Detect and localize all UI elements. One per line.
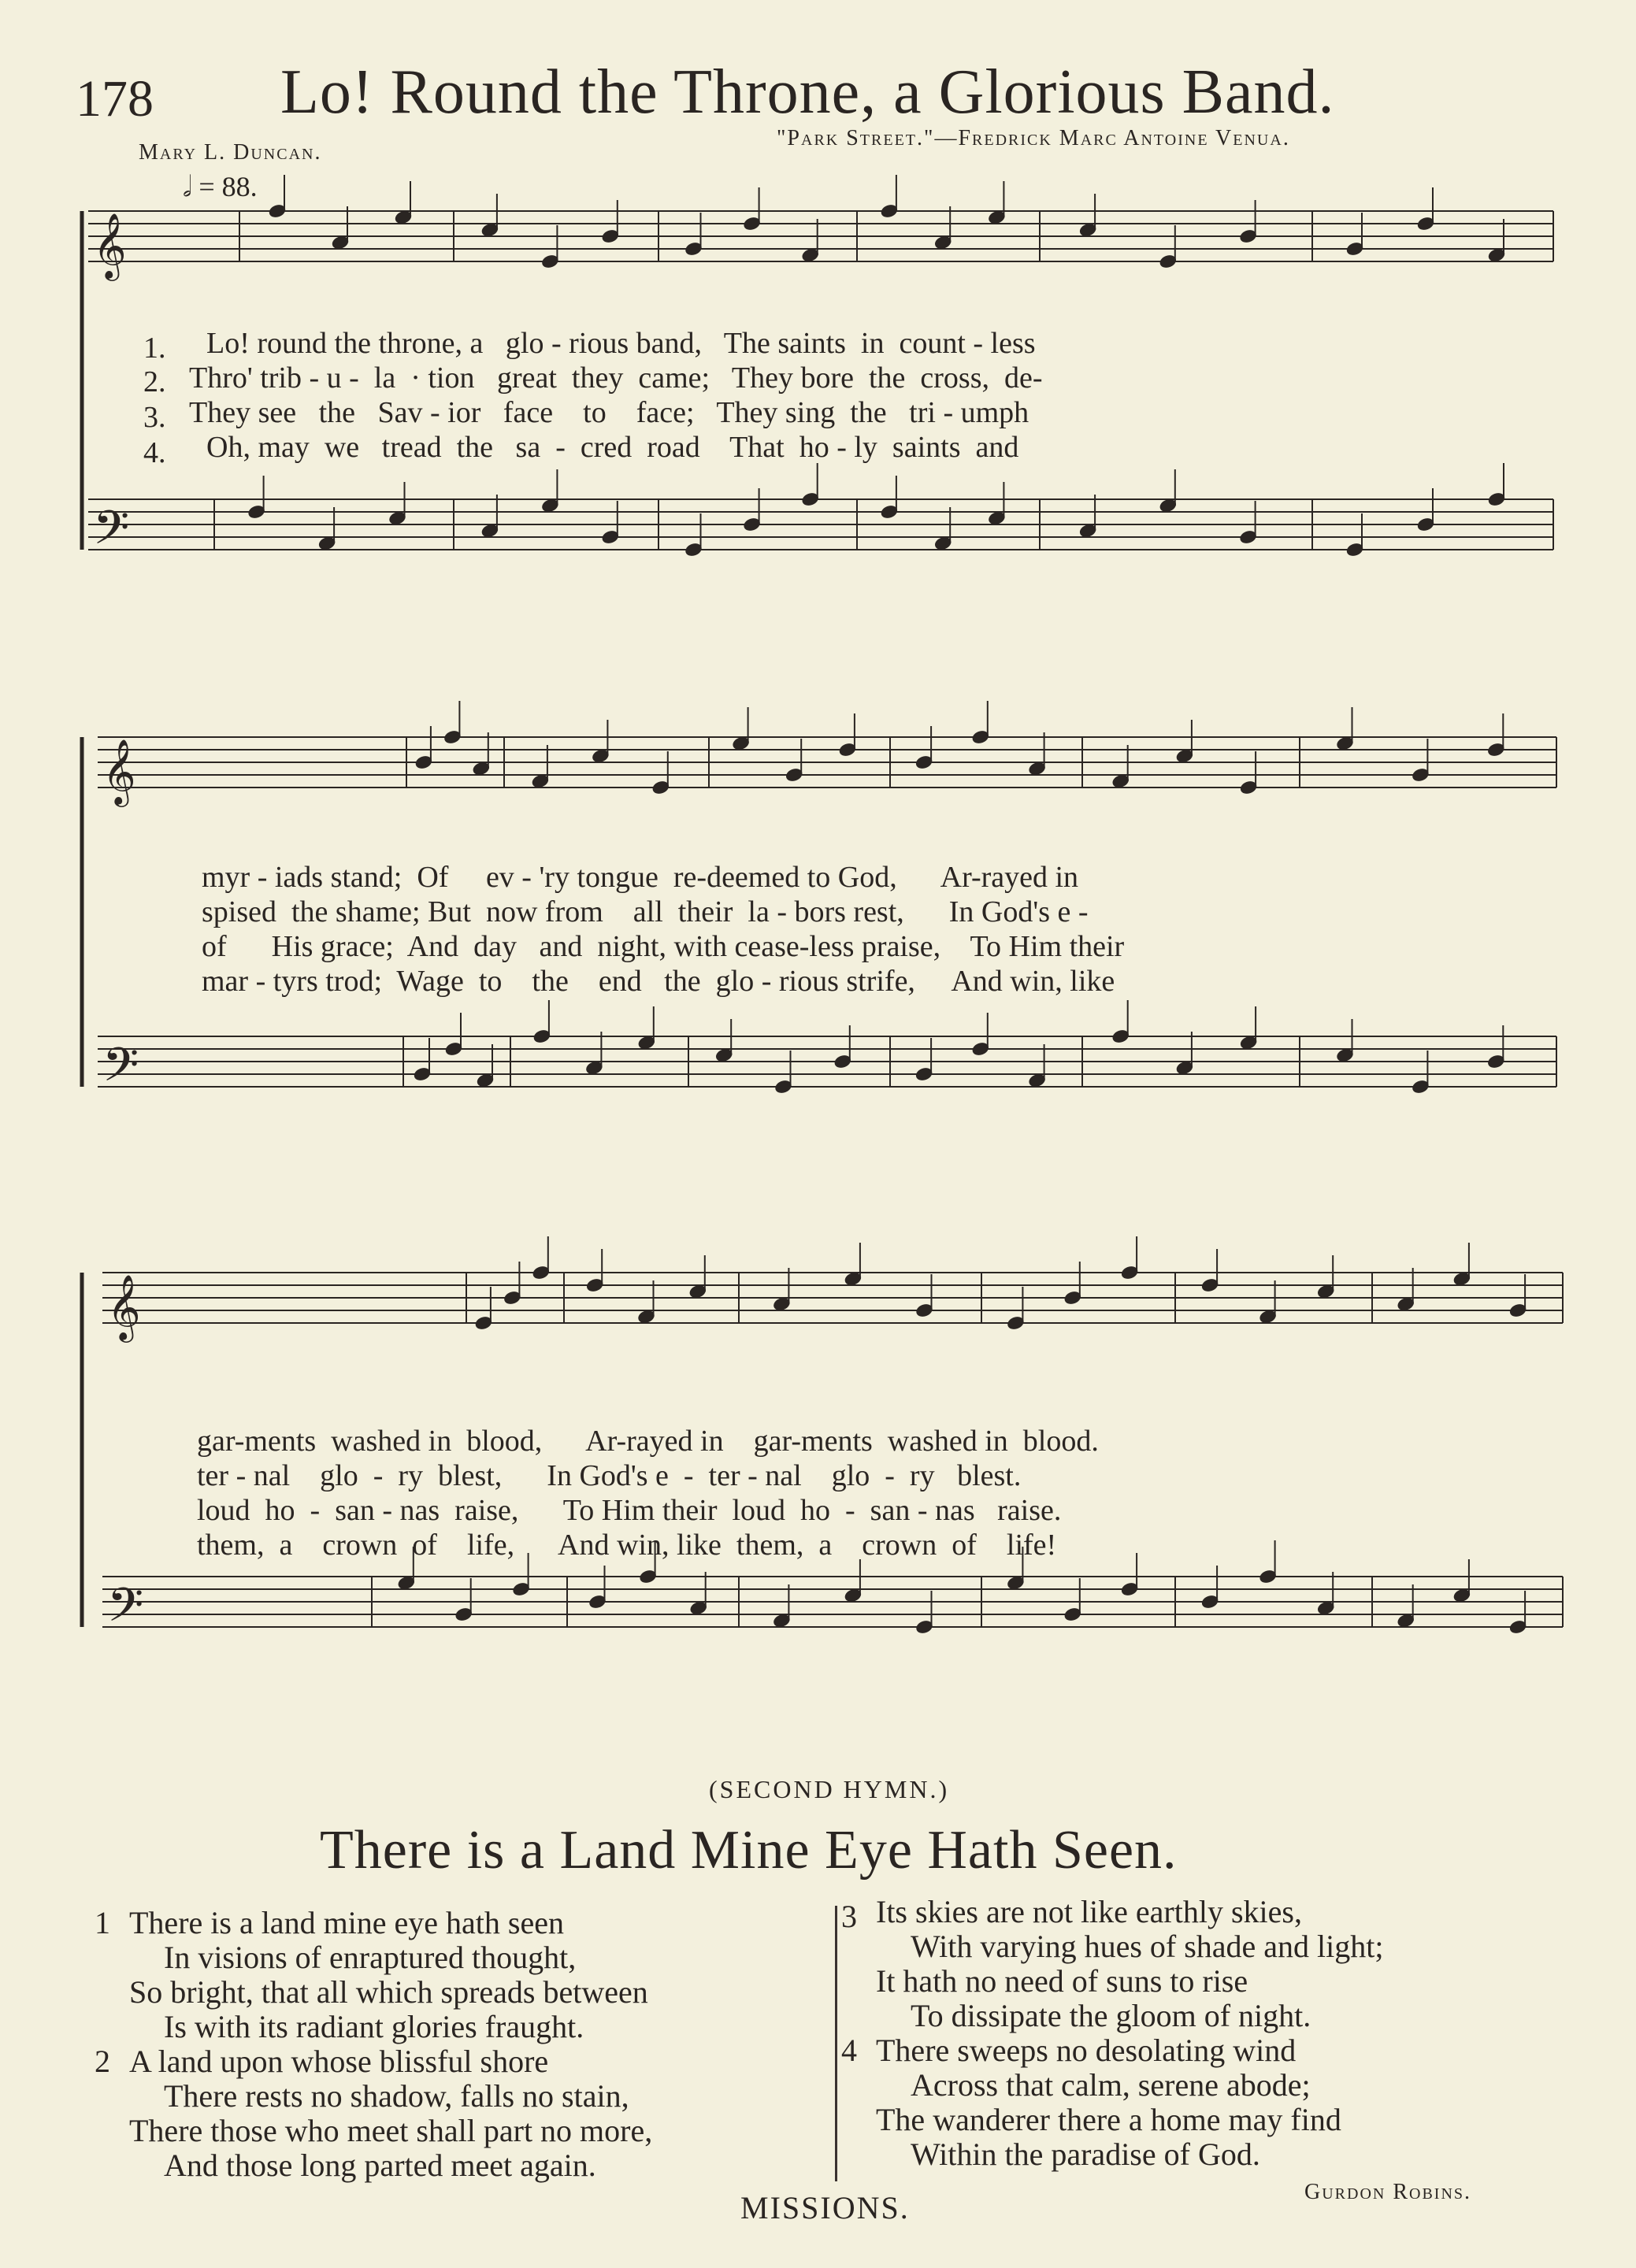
second-hymn-title: There is a Land Mine Eye Hath Seen. <box>320 1820 1178 1881</box>
verse-line: And those long parted meet again. <box>164 2148 596 2183</box>
verse-number: 3 <box>841 1899 857 1934</box>
verse-line: Its skies are not like earthly skies, <box>876 1894 1302 1929</box>
page-number: 178 <box>76 70 154 128</box>
half-note-icon: 𝅗𝅥 <box>183 171 192 202</box>
tempo-value: = 88. <box>198 171 258 202</box>
lyric-line: They see the Sav - ior face to face; They sing the tri - umph <box>189 396 1029 429</box>
verse-line: It hath no need of suns to rise <box>876 1963 1248 1999</box>
lyric-line: ter - nal glo - ry blest, In God's e - ter - nal glo - ry blest. <box>197 1459 1022 1492</box>
verse-number: 2. <box>143 365 166 398</box>
lyric-line: gar-ments washed in blood, Ar-rayed in gar-ments washed in blood. <box>197 1425 1099 1458</box>
verse-line: There rests no shadow, falls no stain, <box>164 2078 629 2114</box>
second-hymn-author: Gurdon Robins. <box>1304 2180 1472 2204</box>
verse-line: So bright, that all which spreads between <box>129 1974 648 2010</box>
lyric-line: mar - tyrs trod; Wage to the end the glo - rious strife, And win, like <box>202 965 1115 998</box>
hymn-author: Mary L. Duncan. <box>139 140 322 165</box>
lyric-line: spised the shame; But now from all their la - bors rest, In God's e - <box>202 895 1089 928</box>
hymn-title: Lo! Round the Throne, a Glorious Band. <box>280 57 1335 127</box>
lyric-line: of His grace; And day and night, with cease-less praise, To Him their <box>202 930 1125 963</box>
lyric-line: loud ho - san - nas raise, To Him their loud ho - san - nas raise. <box>197 1494 1062 1527</box>
missions-label: MISSIONS. <box>740 2190 910 2225</box>
lyric-line: Lo! round the throne, a glo - rious band, The saints in count - less <box>206 327 1036 360</box>
verse-line: There sweeps no desolating wind <box>876 2033 1297 2068</box>
verse-number: 4. <box>143 436 166 469</box>
lyric-line: them, a crown of life, And win, like them, a crown of life! <box>197 1529 1057 1562</box>
treble-clef-icon: 𝄞 <box>102 738 136 804</box>
tune-attribution: "Park Street."—Fredrick Marc Antoine Venua. <box>777 126 1290 150</box>
lyric-line: Thro' trib - u - la · tion great they came; They bore the cross, de- <box>189 361 1043 395</box>
bass-clef-icon: 𝄢 <box>93 500 130 566</box>
lyric-line: Oh, may we tread the sa - cred road That ho - ly saints and <box>206 431 1019 464</box>
verse-line: In visions of enraptured thought, <box>164 1940 577 1975</box>
verse-line: With varying hues of shade and light; <box>911 1929 1384 1964</box>
verse-number: 3. <box>143 401 166 434</box>
bass-clef-icon: 𝄢 <box>107 1577 144 1644</box>
bass-clef-icon: 𝄢 <box>102 1037 139 1103</box>
verse-line: There is a land mine eye hath seen <box>129 1905 564 1940</box>
verse-number: 4 <box>841 2033 857 2068</box>
verse-number: 1 <box>95 1905 110 1940</box>
lyric-line: myr - iads stand; Of ev - 'ry tongue re-deemed to God, Ar-rayed in <box>202 861 1079 894</box>
verse-line: A land upon whose blissful shore <box>129 2044 549 2079</box>
column-divider <box>835 1906 837 2181</box>
verse-line: Is with its radiant glories fraught. <box>164 2009 584 2044</box>
second-hymn-label: (SECOND HYMN.) <box>709 1775 950 1803</box>
verse-line: Across that calm, serene abode; <box>911 2067 1311 2103</box>
verse-number: 1. <box>143 332 166 365</box>
verse-number: 2 <box>95 2044 110 2079</box>
verse-line: Within the paradise of God. <box>911 2136 1260 2172</box>
treble-clef-icon: 𝄞 <box>107 1273 141 1340</box>
verse-line: There those who meet shall part no more, <box>129 2113 653 2148</box>
treble-clef-icon: 𝄞 <box>93 212 127 278</box>
verse-line: To dissipate the gloom of night. <box>911 1998 1311 2033</box>
verse-line: The wanderer there a home may find <box>876 2102 1341 2137</box>
